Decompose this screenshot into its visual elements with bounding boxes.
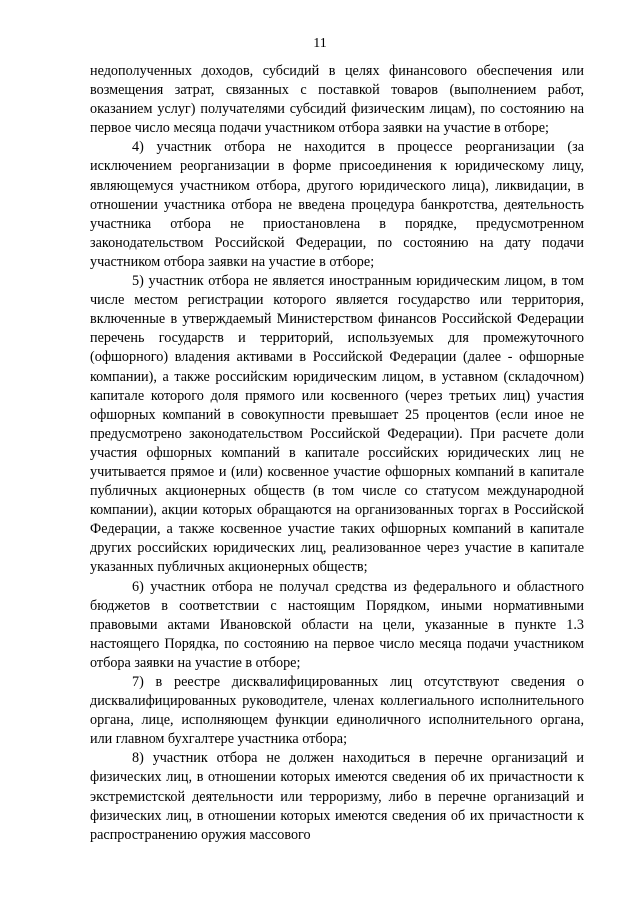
paragraph-continuation: недополученных доходов, субсидий в целях финансового обеспечения или возмещения затрат, связанных с поставкой товаров (выполнением работ, оказанием услуг) получателями субсидий физическим лицам), по состоянию на первое число месяца подачи участником отбора заявки на участие в отборе; [90, 63, 584, 137]
paragraph-item-5: 5) участник отбора не является иностранным юридическим лицом, в том числе местом регистрации которого является государство или территория, включенные в утверждаемый Министерством финансов Российской Федерации перечень государств и территорий, используемых для промежуточного (офшорного) владения активами в Российской Федерации (далее - офшорные компании), а также российским юридическим лицом, в уставном (складочном) капитале которого доля прямого или косвенного (через третьих лиц) участия офшорных компаний в совокупности превышает 25 процентов (если иное не предусмотрено законодательством Российской Федерации). При расчете доли участия офшорных компаний в капитале российских юридических лиц не учитывается прямое и (или) косвенное участие офшорных компаний в капитале публичных акционерных обществ (в том числе со статусом международной компании), акции которых обращаются на организованных торгах в Российской Федерации, а также косвенное участие таких офшорных компаний в капитале других российских юридических лиц, реализованное через участие в капитале указанных публичных акционерных обществ; [90, 273, 584, 576]
paragraph-item-8: 8) участник отбора не должен находиться в перечне организаций и физических лиц, в отношении которых имеются сведения об их причастности к экстремистской деятельности или терроризму, либо в перечне организаций и физических лиц, в отношении которых имеются сведения об их причастности к распространению оружия массового [90, 750, 584, 843]
paragraph-item-6: 6) участник отбора не получал средства из федерального и областного бюджетов в соответствии с настоящим Порядком, иными нормативными правовыми актами Ивановской области на цели, указанные в пункте 1.3 настоящего Порядка, по состоянию на первое число месяца подачи участником отбора заявки на участие в отборе; [90, 578, 584, 671]
paragraph-item-7: 7) в реестре дисквалифицированных лиц отсутствуют сведения о дисквалифицированных руководителе, членах коллегиального исполнительного органа, лице, исполняющем функции единоличного исполнительного органа, или главном бухгалтере участника отбора; [90, 674, 584, 748]
document-body [90, 62, 584, 845]
paragraph-item-4: 4) участник отбора не находится в процессе реорганизации (за исключением реорганизации в форме присоединения к юридическому лицу, являющемуся участником отбора, другого юридического лица), ликвидации, в отношении участника отбора не введена процедура банкротства, деятельность участника отбора не приостановлена в порядке, предусмотренном законодательством Российской Федерации, по состоянию на дату подачи участником отбора заявки на участие в отборе; [90, 139, 584, 270]
page-number: 11 [313, 36, 327, 51]
